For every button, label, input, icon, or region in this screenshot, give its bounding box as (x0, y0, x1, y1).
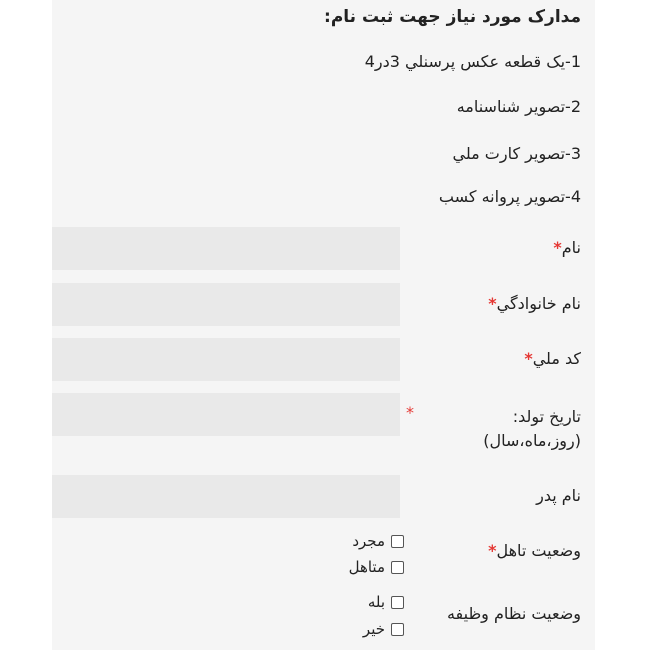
no-option-label: خير (362, 620, 385, 638)
no-checkbox[interactable] (391, 623, 404, 636)
single-option-label: مجرد (352, 532, 385, 550)
required-documents-heading: مدارک مورد نياز جهت ثبت نام: (324, 7, 581, 27)
national-code-label: کد ملي* (524, 349, 581, 368)
marital-option-single[interactable] (352, 532, 404, 550)
yes-checkbox[interactable] (391, 596, 404, 609)
marital-option-married[interactable] (349, 558, 404, 576)
yes-option-label: بله (367, 593, 385, 611)
military-status-label: وضعيت نظام وظيفه (446, 604, 581, 623)
last-name-input[interactable] (52, 283, 400, 326)
marital-status-label: وضعيت تاهل* (488, 541, 581, 560)
birth-date-input[interactable] (52, 393, 400, 436)
national-code-input[interactable] (52, 338, 400, 381)
document-item: 3-تصوير کارت ملي (452, 144, 581, 163)
first-name-label: نام* (553, 238, 581, 257)
required-asterisk: * (553, 238, 562, 257)
document-item: 2-تصوير شناسنامه (456, 97, 581, 116)
birth-date-label-text: تاريخ تولد: (512, 407, 581, 426)
military-option-no[interactable] (363, 620, 404, 638)
birth-date-label (483, 405, 581, 453)
required-asterisk: * (524, 349, 533, 368)
military-option-yes[interactable] (368, 593, 404, 611)
required-asterisk: * (406, 403, 414, 422)
single-checkbox[interactable] (391, 535, 404, 548)
father-name-label: نام پدر (536, 486, 581, 505)
birth-date-hint: (روز،ماه،سال) (483, 431, 581, 450)
document-item: 4-تصوير پروانه کسب (438, 187, 581, 206)
required-asterisk: * (488, 294, 497, 313)
registration-form (52, 0, 595, 650)
first-name-input[interactable] (52, 227, 400, 270)
required-asterisk: * (488, 541, 497, 560)
married-option-label: متاهل (348, 558, 385, 576)
married-checkbox[interactable] (391, 561, 404, 574)
father-name-input[interactable] (52, 475, 400, 518)
last-name-label: نام خانوادگي* (488, 294, 581, 313)
document-item: 1-يک قطعه عکس پرسنلي 3در4 (364, 52, 581, 71)
